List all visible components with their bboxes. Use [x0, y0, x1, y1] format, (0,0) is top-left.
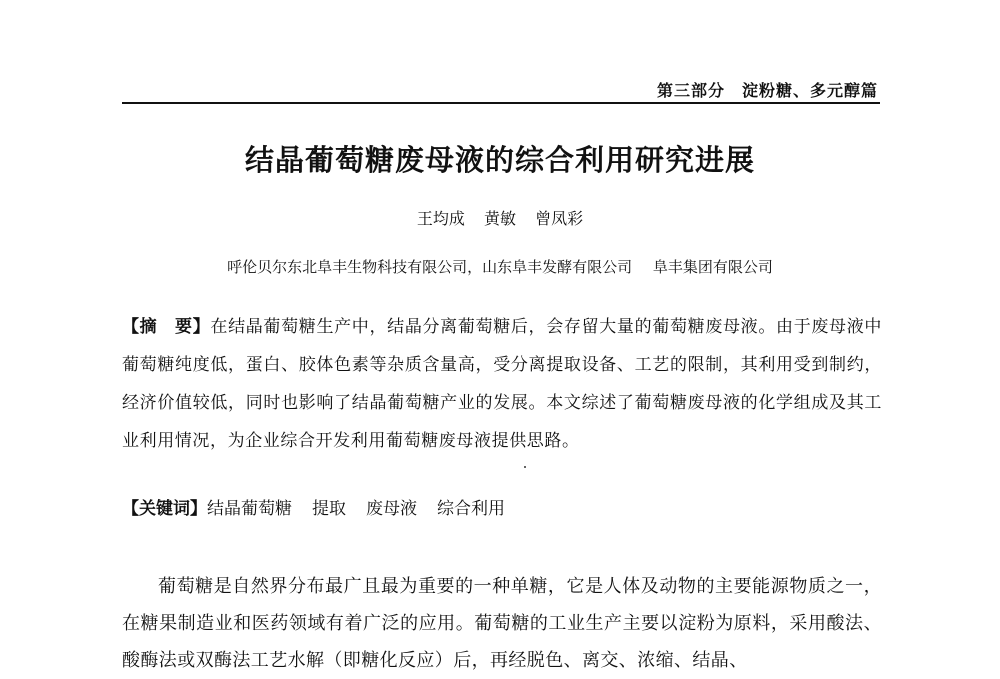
- scan-speck: [524, 466, 526, 468]
- affiliation-line: [0, 256, 1000, 277]
- abstract: [122, 308, 882, 460]
- author-name: 王均成: [416, 209, 465, 228]
- author-name: 黄敏: [483, 209, 516, 228]
- header-rule: [122, 102, 880, 104]
- abstract-label: 【摘 要】: [122, 317, 211, 337]
- abstract-text: 在结晶葡萄糖生产中，结晶分离葡萄糖后，会存留大量的葡萄糖废母液。由于废母液中葡萄糖纯度低，蛋白、胶体色素等杂质含量高，受分离提取设备、工艺的限制，其利用受到制约，经济价值较低，同时也影响了结晶葡萄糖产业的发展。本文综述了葡萄糖废母液的化学组成及其工业利用情况，为企业综合开发利用葡萄糖废母液提供思路。: [122, 317, 882, 451]
- author-name: 曾凤彩: [535, 209, 584, 228]
- keywords: [122, 494, 882, 524]
- affiliation: 阜丰集团有限公司: [652, 258, 773, 276]
- keyword: 提取: [312, 499, 346, 519]
- body-paragraph: 葡萄糖是自然界分布最广且最为重要的一种单糖，它是人体及动物的主要能源物质之一，在糖果制造业和医药领域有着广泛的应用。葡萄糖的工业生产主要以淀粉为原料，采用酸法、酸酶法或双酶法工艺水解（即糖化反应）后，再经脱色、离交、浓缩、结晶、: [122, 576, 882, 671]
- keyword: 综合利用: [437, 499, 505, 519]
- affiliation: 呼伦贝尔东北阜丰生物科技有限公司，山东阜丰发酵有限公司: [227, 258, 633, 276]
- keyword: 结晶葡萄糖: [207, 499, 292, 519]
- author-list: [0, 206, 1000, 229]
- article-title: 结晶葡萄糖废母液的综合利用研究进展: [244, 143, 755, 177]
- keyword: 废母液: [366, 499, 417, 519]
- running-header: 第三部分 淀粉糖、多元醇篇: [656, 81, 878, 100]
- keywords-label: 【关键词】: [122, 499, 207, 519]
